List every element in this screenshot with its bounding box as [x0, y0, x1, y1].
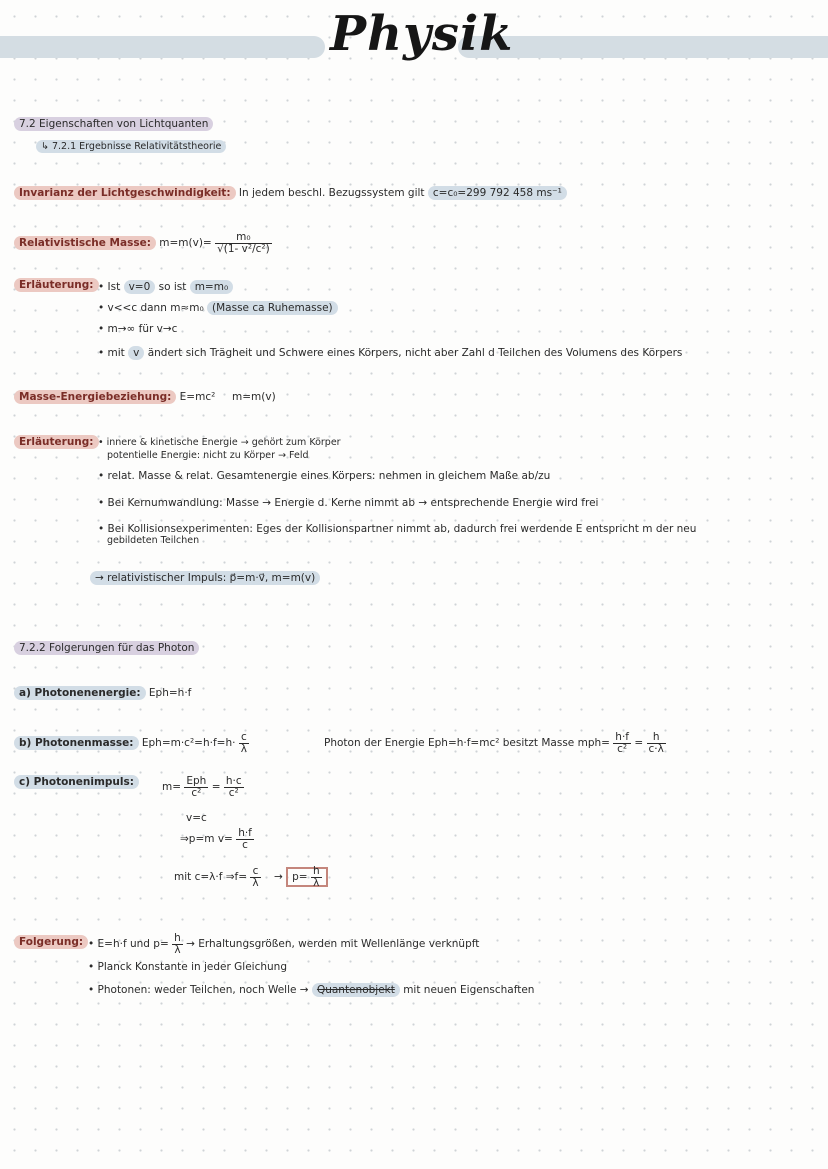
erl2-bullet-4b: gebildeten Teilchen [107, 535, 200, 546]
masse-fraction [215, 232, 272, 254]
erl1-b4-post: ändert sich Trägheit und Schwere eines Körpers, nicht aber Zahl d Teilchen des Volumens des Körpers [147, 347, 683, 359]
subsection-heading [36, 141, 226, 152]
result-box-num: h [312, 865, 320, 877]
erl1-label-wrap [14, 279, 99, 291]
erl1-bullet-4 [98, 347, 682, 359]
invarianz-line [14, 187, 567, 199]
erl1-b1-hl2: m=m₀ [190, 280, 233, 294]
energie-formula2: m=m(v) [232, 391, 276, 403]
subsection-heading-text: ↳ 7.2.1 Ergebnisse Relativitätstheorie [36, 140, 226, 153]
energie-line [14, 391, 276, 403]
photon-impulse-label-wrap [14, 776, 139, 788]
photon-mass-note-text: Photon der Energie Eph=h·f=mc² besitzt Masse mph= [324, 737, 610, 749]
erl1-bullet-3: • m→∞ für v→c [98, 323, 178, 335]
photon-mass-label: b) Photonenmasse: [14, 736, 139, 750]
folg-b3-pre: • Photonen: weder Teilchen, noch Welle → [88, 984, 309, 996]
photon-mass-fraction [239, 732, 249, 754]
erl2-label-wrap [14, 436, 99, 448]
folgerung-bullet-3 [88, 984, 534, 996]
folgerung-bullet-2: • Planck Konstante in jeder Gleichung [88, 961, 287, 973]
erl1-label: Erläuterung: [14, 278, 99, 292]
invarianz-formula: c=c₀=299 792 458 ms⁻¹ [428, 186, 567, 200]
c-l1-frac2 [224, 776, 244, 798]
c-l1-eq: = [211, 781, 221, 793]
invarianz-text: In jedem beschl. Bezugssystem gilt [238, 187, 425, 199]
erl2-bullet-2: • relat. Masse & relat. Gesamtenergie eines Körpers: nehmen in gleichem Maße ab/zu [98, 470, 551, 482]
photon-mass-formula: Eph=m·c²=h·f=h· [141, 737, 236, 749]
masse-label: Relativistische Masse: [14, 236, 156, 250]
c-l4-frac [250, 866, 260, 888]
folg-b3-hl: Quantenobjekt [312, 983, 400, 997]
c-l4-den: λ [252, 876, 259, 889]
c-l1-lhs: m= [162, 781, 182, 793]
energie-label: Masse-Energiebeziehung: [14, 390, 176, 404]
erl1-bullet-2 [98, 302, 338, 314]
folg-b1-num: h [174, 932, 181, 944]
result-box-lhs: p= [292, 871, 308, 883]
erl1-b2-hl: (Masse ca Ruhemasse) [207, 301, 338, 315]
section-heading [14, 118, 213, 130]
c-l1-den1: c² [191, 786, 202, 799]
c-l1-num2: h·c [225, 775, 242, 787]
energie-formula: E=mc² [179, 391, 216, 403]
photon-mass-num: c [239, 732, 249, 744]
folgerung-label-wrap [14, 936, 88, 948]
c-l4-num: c [250, 866, 260, 878]
photon-mass-note-frac1 [613, 732, 631, 754]
erl1-b2-pre: • v<<c dann m≈m₀ [98, 302, 204, 314]
impuls-text: → relativistischer Impuls: p⃗=m·v⃗, m=m(v) [90, 571, 320, 585]
folg-b1-frac [172, 933, 183, 955]
c-l1-frac1 [184, 776, 208, 798]
erl2-bullet-3: • Bei Kernumwandlung: Masse → Energie d. Kerne nimmt ab → entsprechende Energie wird frei [98, 497, 599, 509]
section2-heading [14, 642, 199, 654]
photon-impulse-label: c) Photonenimpuls: [14, 775, 139, 789]
c-l3-lhs: ⇒p=m v= [180, 833, 233, 845]
folgerung-label: Folgerung: [14, 935, 88, 949]
result-box [286, 867, 327, 887]
erl1-bullet-1 [98, 281, 233, 293]
erl1-b1-mid: so ist [158, 281, 187, 293]
photon-energy-label: a) Photonenenergie: [14, 686, 146, 700]
c-l1-den2: c² [228, 786, 239, 799]
photon-mass-note-eq: = [634, 737, 644, 749]
section2-heading-text: 7.2.2 Folgerungen für das Photon [14, 641, 199, 655]
photon-mass-line [14, 732, 249, 754]
erl1-b1-pre: • Ist [98, 281, 121, 293]
photon-mass-note-den1: c² [617, 742, 628, 755]
masse-numerator: m₀ [215, 232, 272, 244]
result-box-den: λ [313, 876, 320, 889]
erl1-b1-hl: v=0 [124, 280, 156, 294]
title-bar-right [458, 36, 828, 58]
photon-impulse-line-4 [174, 866, 328, 888]
photon-impulse-line-2: v=c [186, 812, 207, 824]
section-heading-text: 7.2 Eigenschaften von Lichtquanten [14, 117, 213, 131]
folgerung-bullet-1 [88, 933, 479, 955]
erl2-bullet-1a: • innere & kinetische Energie → gehört zum Körper [98, 437, 341, 448]
masse-denominator: √(1- v²/c²) [217, 242, 270, 255]
c-l1-num1: Eph [186, 775, 207, 787]
erl2-label: Erläuterung: [14, 435, 99, 449]
erl1-b4-pre: • mit [98, 347, 125, 359]
folg-b1-pre: • E=h·f und p= [88, 938, 169, 950]
page-title: Physik [330, 6, 514, 62]
photon-mass-note-den2: c·λ [648, 742, 664, 755]
photon-impulse-line-3 [180, 828, 254, 850]
photon-mass-den: λ [240, 742, 247, 755]
masse-line [14, 232, 272, 254]
c-l3-den: c [242, 838, 248, 851]
c-l3-frac [236, 828, 254, 850]
arrow-icon: → [273, 871, 283, 883]
title-bar-left [0, 36, 325, 58]
c-l3-num: h·f [238, 827, 252, 839]
photon-mass-note-num1: h·f [615, 731, 629, 743]
photon-energy-line [14, 687, 191, 699]
photon-mass-note [324, 732, 666, 754]
invarianz-label: Invarianz der Lichtgeschwindigkeit: [14, 186, 236, 200]
photon-energy-formula: Eph=h·f [148, 687, 192, 699]
photon-mass-note-frac2 [647, 732, 666, 754]
folg-b1-den: λ [174, 943, 181, 956]
erl2-bullet-4a: • Bei Kollisionsexperimenten: Eges der Kollisionspartner nimmt ab, dadurch frei werdende E entspricht m der neu [98, 523, 697, 535]
impuls-line [90, 572, 320, 584]
masse-lhs: m=m(v)= [159, 237, 212, 249]
result-box-frac [311, 866, 322, 888]
photon-impulse-line-1 [162, 776, 244, 798]
folg-b3-post: mit neuen Eigenschaften [403, 984, 535, 996]
c-l4-lhs: mit c=λ·f ⇒f= [174, 871, 248, 883]
photon-mass-note-num2: h [647, 732, 666, 744]
erl1-b4-hl: v [128, 346, 144, 360]
folg-b1-post: → Erhaltungsgrößen, werden mit Wellenlänge verknüpft [186, 938, 480, 950]
erl2-bullet-1b: potentielle Energie: nicht zu Körper → Feld [107, 450, 309, 461]
